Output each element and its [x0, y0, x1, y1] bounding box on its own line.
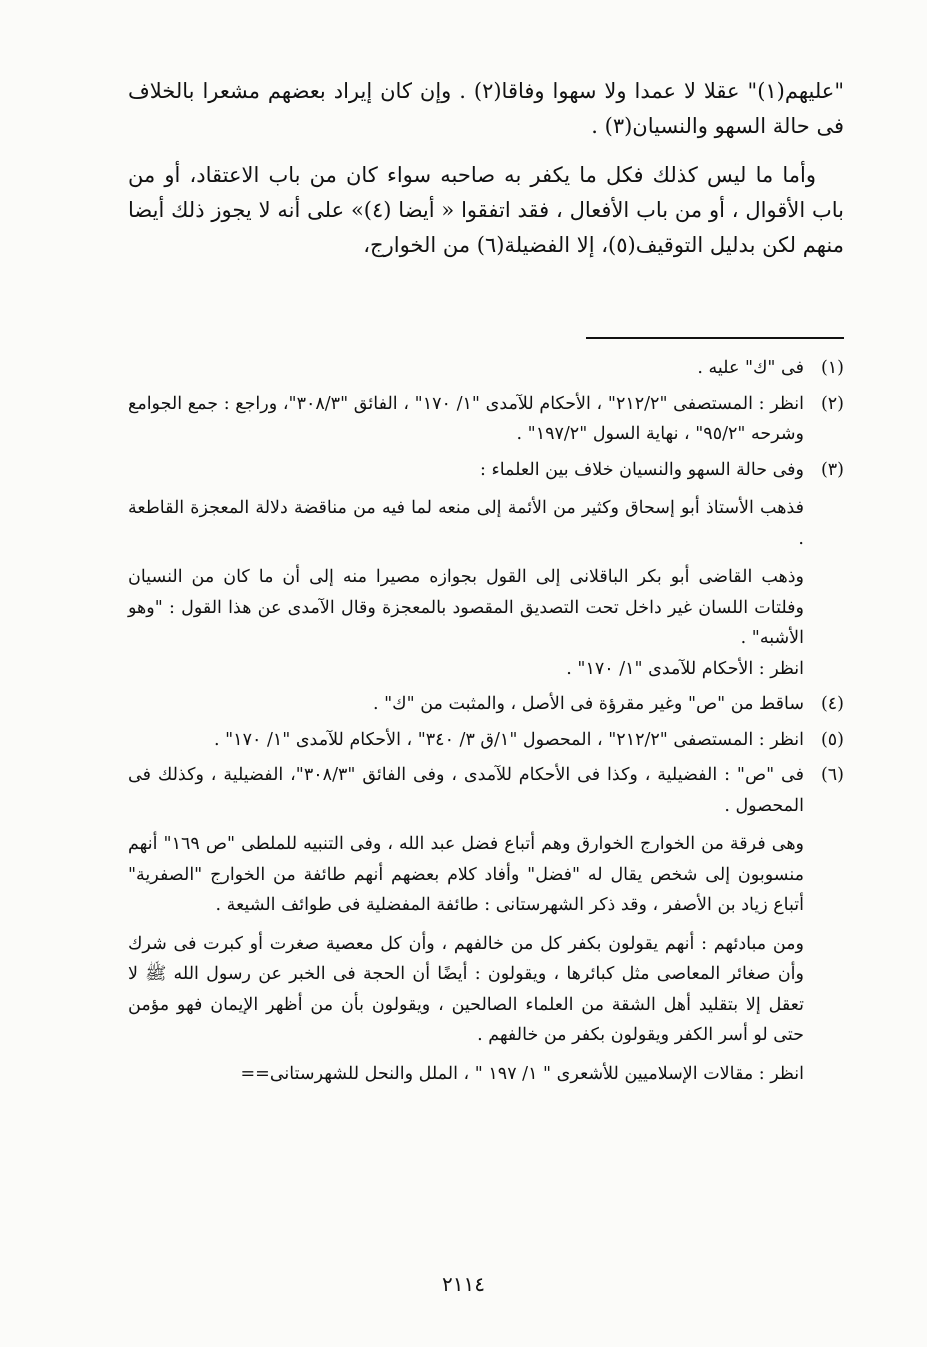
main-paragraph-1: "عليهم(١)" عقلا لا عمدا ولا سهوا وفاقا(٢) . وإن كان إيراد بعضهم مشعرا بالخلاف فى حالة السهو والنسيان(٣) .: [128, 79, 844, 138]
footnote-5: [128, 725, 844, 756]
main-paragraph-2: وأما ما ليس كذلك فكل ما يكفر به صاحبه سواء كان من باب الاعتقاد، أو من باب الأقوال ، أو من باب الأفعال ، فقد اتفقوا « أيضا (٤)» على أنه لا يجوز ذلك أيضا منهم لكن بدليل التوقيف(٥)، إلا الفضيلة(٦) من الخوارج،: [128, 163, 845, 257]
footnote-text: وفى حالة السهو والنسيان خلاف بين العلماء :: [480, 459, 804, 480]
footnote-text: وهى فرقة من الخوارج الخوارق وهم أتباع فضل عبد الله ، وفى التنبيه للملطى "ص ١٦٩" أنهم منسوبون إلى شخص يقال له "فضل" وأفاد كلام بعضهم أنهم طائفة من الخوارج "الصفرية" أتباع زياد بن الأصفر ، وقد ذكر الشهرستانى : طائفة المفضلية فى طوائف الشيعة .: [128, 834, 805, 915]
footnote-number: (٣): [820, 459, 844, 480]
footnote-text: انظر : الأحكام للآمدى "١/ ١٧٠" .: [566, 658, 804, 679]
footnote-2: [128, 389, 844, 450]
footnotes: [128, 353, 844, 1094]
footnote-separator: [586, 337, 844, 339]
footnote-number: (٦): [820, 765, 844, 785]
footnote-text: انظر : المستصفى "٢١٢/٢" ، المحصول "١/ق ٣/ ٣٤٠" ، الأحكام للآمدى "١/ ١٧٠" .: [213, 729, 804, 750]
footnote-text: فى "ص" : الفضيلية ، وكذا فى الأحكام للآمدى ، وفى الفائق "٣٠٨/٣"، الفضيلية ، وكذلك فى المحصول .: [128, 765, 805, 816]
footnote-text: وذهب القاضى أبو بكر الباقلانى إلى القول بجوازه مصيرا منه إلى أن ما كان من النسيان وفلتات اللسان غير داخل تحت التصديق المقصود بالمعجزة وقال الآمدى عن هذا القول : "وهو الأشبه" .: [128, 567, 804, 648]
main-text: [128, 74, 844, 263]
footnote-text: انظر : مقالات الإسلاميين للأشعرى " ١/ ١٩٧ " ، الملل والنحل للشهرستانى==: [240, 1063, 804, 1084]
footnote-3: [128, 455, 844, 685]
footnote-text: ساقط من "ص" وغير مقرؤة فى الأصل ، والمثبت من "ك" .: [373, 694, 804, 714]
footnote-4: [128, 689, 844, 720]
footnote-number: (٢): [820, 393, 844, 414]
footnote-text: انظر : المستصفى "٢١٢/٢" ، الأحكام للآمدى "١/ ١٧٠" ، الفائق "٣٠٨/٣"، وراجع : جمع الجوامع وشرحه "٩٥/٢" ، نهاية السول "١٩٧/٢" .: [128, 393, 804, 444]
footnote-number: (٥): [820, 729, 844, 750]
footnote-6: [128, 760, 844, 1089]
footnote-text: فذهب الأستاذ أبو إسحاق وكثير من الأئمة إلى منعه لما فيه من مناقضة دلالة المعجزة القاطعة .: [128, 498, 804, 549]
footnote-text: فى "ك" عليه .: [697, 358, 804, 378]
footnote-1: [128, 353, 844, 384]
footnote-number: (٤): [820, 694, 844, 714]
page-number: ٢١١٤: [442, 1272, 485, 1296]
footnote-text: ومن مبادئهم : أنهم يقولون بكفر كل من خالفهم ، وأن كل معصية صغرت أو كبرت فى شرك وأن صغائر المعاصى مثل كبائرها ، ويقولون : أيضًا أن الحجة فى الخبر عن رسول الله ﷺ لا تعقل إلا بتقليد أهل الشقة من العلماء الصالحين ، ويقولون بأن من أظهر الإيمان فهو مؤمن حتى لو أسر الكفر ويقولون بكفر من خالفهم .: [128, 933, 805, 1045]
footnote-number: (١): [820, 358, 844, 378]
